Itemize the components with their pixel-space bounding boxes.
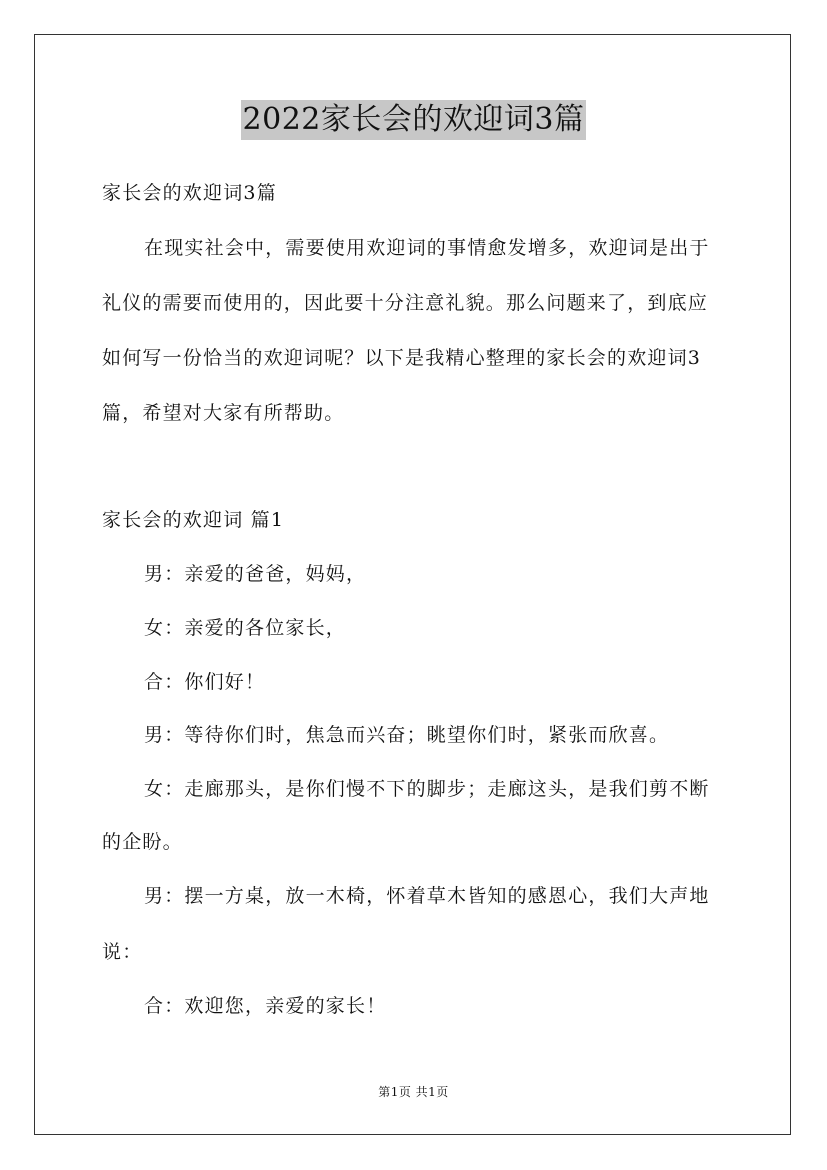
page-indicator: 第1页 共1页: [378, 1085, 449, 1099]
dialogue-line: 男：摆一方桌，放一木椅，怀着草木皆知的感恩心，我们大声地: [144, 885, 710, 907]
dialogue-line: 男：亲爱的爸爸，妈妈，: [144, 563, 367, 585]
intro-line-2: 礼仪的需要而使用的，因此要十分注意礼貌。那么问题来了，到底应: [102, 292, 709, 314]
document-subtitle: 家长会的欢迎词3篇: [102, 182, 277, 204]
dialogue-line: 合：你们好！: [144, 671, 266, 693]
intro-line-3: 如何写一份恰当的欢迎词呢？以下是我精心整理的家长会的欢迎词3: [102, 347, 702, 369]
intro-line-1: 在现实社会中，需要使用欢迎词的事情愈发增多，欢迎词是出于: [144, 237, 710, 259]
section-heading: 家长会的欢迎词 篇1: [102, 509, 285, 531]
title-container: [0, 100, 827, 140]
dialogue-line: 女：亲爱的各位家长，: [144, 617, 347, 639]
document-title: 2022家长会的欢迎词3篇: [241, 100, 587, 140]
dialogue-line: 合：欢迎您，亲爱的家长！: [144, 995, 387, 1017]
dialogue-line: 的企盼。: [102, 831, 183, 853]
dialogue-line: 女：走廊那头，是你们慢不下的脚步；走廊这头，是我们剪不断: [144, 778, 710, 800]
intro-line-4: 篇，希望对大家有所帮助。: [102, 402, 345, 424]
dialogue-line: 男：等待你们时，焦急而兴奋；眺望你们时，紧张而欣喜。: [144, 724, 670, 746]
dialogue-line: 说：: [102, 941, 143, 963]
